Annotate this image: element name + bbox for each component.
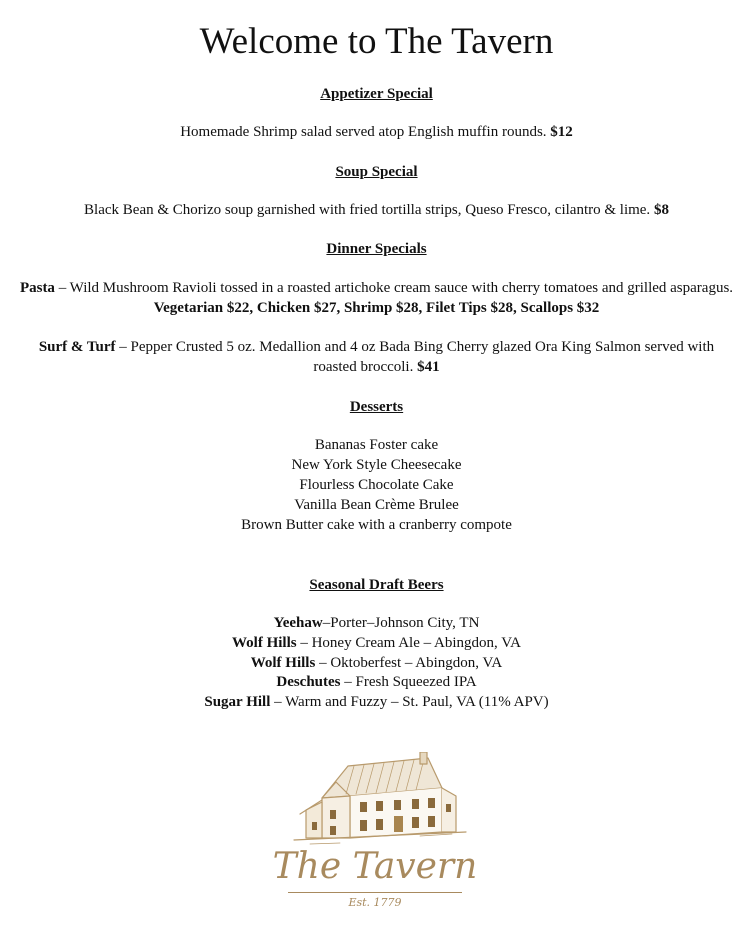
dessert-item: Flourless Chocolate Cake bbox=[299, 477, 454, 493]
beer-brewery: Wolf Hills bbox=[231, 635, 297, 651]
beer-description: – Honey Cream Ale – Abingdon, VA bbox=[296, 635, 522, 651]
pasta-prices: Vegetarian $22, Chicken $27, Shrimp $28, Filet Tips $28, Scallops $32 bbox=[153, 300, 600, 316]
surf-turf-name: Surf & Turf bbox=[38, 339, 116, 355]
beer-description: – Oktoberfest – Abingdon, VA bbox=[315, 655, 503, 671]
beer-description: – Warm and Fuzzy – St. Paul, VA (11% APV) bbox=[270, 694, 549, 710]
beer-description: –Porter–Johnson City, TN bbox=[322, 615, 480, 631]
beer-item bbox=[0, 613, 753, 633]
appetizer-price: $12 bbox=[550, 124, 573, 140]
logo-name: The Tavern bbox=[272, 846, 478, 887]
logo-divider bbox=[288, 892, 462, 893]
beer-brewery: Wolf Hills bbox=[250, 655, 316, 671]
beer-item bbox=[0, 653, 753, 673]
surf-turf-price: $41 bbox=[417, 359, 440, 375]
beer-brewery: Sugar Hill bbox=[204, 694, 271, 710]
soup-price: $8 bbox=[653, 202, 669, 218]
logo-est: Est. 1779 bbox=[348, 896, 402, 909]
pasta-text: – Wild Mushroom Ravioli tossed in a roasted artichoke cream sauce with cherry tomatoes and grilled asparagus. bbox=[54, 280, 734, 296]
beer-brewery: Yeehaw bbox=[273, 615, 323, 631]
beer-item bbox=[0, 633, 753, 653]
pasta-name: Pasta bbox=[19, 280, 55, 296]
appetizer-heading: Appetizer Special bbox=[320, 86, 433, 102]
dessert-item: Vanilla Bean Crème Brulee bbox=[294, 497, 459, 513]
beer-item bbox=[0, 692, 753, 712]
soup-text: Black Bean & Chorizo soup garnished with fried tortilla strips, Queso Fresco, cilantro & lime. bbox=[84, 202, 654, 218]
beer-description: – Fresh Squeezed IPA bbox=[340, 674, 477, 690]
soup-heading: Soup Special bbox=[335, 164, 418, 180]
soup-description bbox=[0, 200, 753, 220]
page-title: Welcome to The Tavern bbox=[199, 21, 554, 62]
surf-turf-special bbox=[16, 337, 737, 377]
appetizer-description bbox=[0, 122, 753, 142]
pasta-special bbox=[16, 278, 737, 318]
dinner-heading: Dinner Specials bbox=[326, 241, 427, 257]
beers-heading: Seasonal Draft Beers bbox=[309, 577, 444, 593]
beer-item bbox=[0, 672, 753, 692]
appetizer-text: Homemade Shrimp salad served atop English muffin rounds. bbox=[180, 124, 551, 140]
dessert-item: Bananas Foster cake bbox=[314, 437, 439, 453]
beer-brewery: Deschutes bbox=[276, 674, 341, 690]
desserts-heading: Desserts bbox=[349, 399, 404, 415]
tavern-logo bbox=[270, 752, 480, 917]
surf-turf-text: – Pepper Crusted 5 oz. Medallion and 4 oz Bada Bing Cherry glazed Ora King Salmon served with roasted broccoli. bbox=[115, 339, 715, 375]
dessert-item: Brown Butter cake with a cranberry compote bbox=[241, 517, 512, 533]
dessert-item: New York Style Cheesecake bbox=[291, 457, 462, 473]
